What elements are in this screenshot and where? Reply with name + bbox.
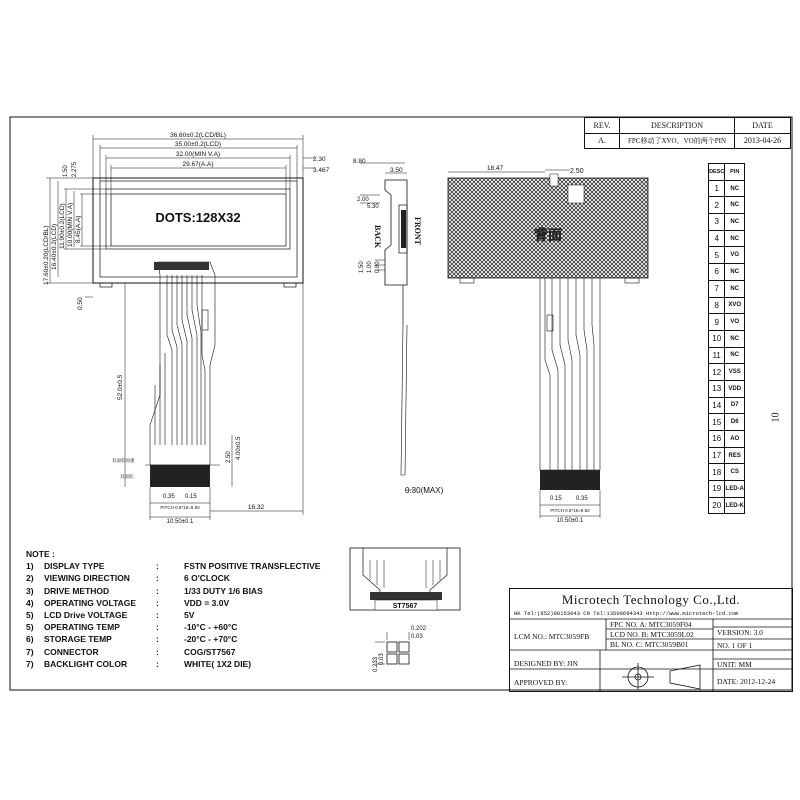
pin-name: D7 — [725, 397, 745, 414]
pitch-label: PITCH 0.5*19=9.50 — [160, 505, 200, 510]
note-number: 7) — [26, 646, 34, 657]
projection-symbol-icon — [622, 663, 700, 690]
dim-left-4: 8.45(A.A) — [75, 215, 82, 243]
rev-value: A. — [585, 133, 620, 149]
side-dim-3: 5.30 — [367, 204, 379, 210]
back-dim-1050: 10.50±0.1 — [556, 518, 584, 524]
notes — [26, 548, 326, 670]
side-dim-5: 1.00 — [367, 261, 373, 273]
pin-number: 20 — [709, 497, 725, 514]
notes-list — [26, 560, 326, 670]
pin-number: 16 — [709, 431, 725, 448]
chip-dim-3: 0.03 — [379, 653, 385, 665]
unit: UNIT: MM — [717, 660, 752, 669]
pin-name: NC — [725, 330, 745, 347]
note-label: CONNECTOR — [44, 646, 99, 657]
note-label: LCD Drive VOLTAGE — [44, 610, 128, 621]
pin-row — [709, 431, 745, 448]
dim-top-2: 32.00(MIN V.A) — [175, 151, 221, 158]
dim-fpc-length: 52.0±0.5 — [117, 374, 124, 400]
note-number: 7) — [26, 658, 34, 669]
dim-left-0: 17.60±0.20(LCD/BL) — [43, 225, 50, 285]
chip-label: ST7567 — [392, 603, 418, 610]
pin-number: 9 — [709, 314, 725, 331]
company-name: Microtech Technology Co.,Ltd. — [561, 592, 741, 607]
pin-name: XVO — [725, 297, 745, 314]
pin-name: VG — [725, 247, 745, 264]
dim-left-1: 16.40±0.2(LCD) — [51, 223, 58, 270]
pin-name: VSS — [725, 364, 745, 381]
pin-number: 10 — [709, 330, 725, 347]
pin-name: RES — [725, 447, 745, 464]
note-number: 3) — [26, 585, 34, 596]
dim-top-1: 35.00±0.2(LCD) — [174, 141, 222, 148]
fpc-cable — [150, 262, 215, 465]
pin-row — [709, 230, 745, 247]
note-colon: : — [156, 658, 159, 669]
pin-row — [709, 180, 745, 197]
chip-dim-2: 0.233 — [373, 656, 379, 672]
note-item — [26, 609, 326, 621]
note-label: OPERATING TEMP — [44, 622, 120, 633]
back-fpc-cable — [540, 278, 600, 470]
description-header: DESCRIPTION — [620, 118, 735, 134]
pin-row — [709, 197, 745, 214]
front-label: FRONT — [413, 217, 422, 245]
pin-number: 6 — [709, 264, 725, 281]
pin-table — [708, 163, 745, 514]
pin-name: LED-K — [725, 497, 745, 514]
pin-name: VDD — [725, 380, 745, 397]
pin-name: VO — [725, 314, 745, 331]
pin-row — [709, 347, 745, 364]
thickness-label: 0.30(MAX) — [405, 486, 444, 495]
pin-row — [709, 481, 745, 498]
note-value: COG/ST7567 — [184, 646, 236, 657]
dim-right-0: 2.30 — [313, 156, 326, 163]
pin-number: 5 — [709, 247, 725, 264]
dim-1050: 10.50±0.1 — [166, 519, 194, 525]
pin-row — [709, 247, 745, 264]
note-value: FSTN POSITIVE TRANSFLECTIVE — [184, 561, 321, 572]
version: VERSION: 3.0 — [717, 628, 763, 637]
dim-top-0: 36.60±0.2(LCD/BL) — [170, 132, 226, 139]
fpc-contacts — [150, 465, 210, 487]
notes-title: NOTE : — [26, 549, 55, 559]
pin-row — [709, 264, 745, 281]
note-number: 1) — [26, 561, 34, 572]
pin-number: 2 — [709, 197, 725, 214]
chip-dim-1: 0.03 — [411, 634, 423, 640]
pin-number: 13 — [709, 380, 725, 397]
pin-row — [709, 380, 745, 397]
date-header: DATE — [735, 118, 791, 134]
note-label: VIEWING DIRECTION — [44, 573, 130, 584]
note-colon: : — [156, 561, 159, 572]
pin-number: 4 — [709, 230, 725, 247]
pin-number: 8 — [709, 297, 725, 314]
note-label: BACKLIGHT COLOR — [44, 658, 128, 669]
margin-number: 10 — [770, 412, 782, 423]
note-colon: : — [156, 573, 159, 584]
display-label: DOTS:128X32 — [155, 210, 241, 225]
pin-name: D6 — [725, 414, 745, 431]
side-dim-6: 0.80 — [375, 261, 381, 273]
back-pitch: PITCH 0.5*19=9.50 — [550, 508, 590, 513]
note-number: 5) — [26, 610, 34, 621]
back-dim-right: 2.50 — [570, 168, 584, 175]
note-item — [26, 621, 326, 633]
back-dim-top: 18.47 — [486, 165, 504, 172]
front-view — [20, 125, 330, 525]
dim-250: 2.50 — [226, 451, 232, 463]
small-label-2: 双面胶 — [120, 474, 134, 479]
note-colon: : — [156, 622, 159, 633]
note-colon: : — [156, 597, 159, 608]
pin-row — [709, 297, 745, 314]
pin-number: 3 — [709, 214, 725, 231]
note-value: WHITE( 1X2 DIE) — [184, 658, 252, 669]
pin-name: CS — [725, 464, 745, 481]
back-dim-015: 0.15 — [550, 496, 562, 502]
pin-name: NC — [725, 280, 745, 297]
note-item — [26, 560, 326, 572]
pin-desc-header: DESC — [709, 164, 725, 181]
note-item — [26, 646, 326, 658]
pin-row — [709, 414, 745, 431]
pin-number: 19 — [709, 481, 725, 498]
side-view — [345, 155, 445, 505]
pin-name: AO — [725, 431, 745, 448]
pin-number: 17 — [709, 447, 725, 464]
side-dim-1: 3.50 — [390, 167, 403, 174]
pin-name: NC — [725, 197, 745, 214]
note-number: 2) — [26, 573, 34, 584]
note-value: VDD = 3.0V — [184, 597, 230, 608]
sheet-number: NO. 1 OF 1 — [717, 641, 753, 650]
dim-top-3: 29.67(A.A) — [182, 161, 214, 168]
dim-015: 0.15 — [185, 494, 197, 500]
approved-by: APPROVED BY: — [514, 678, 568, 687]
pin-name: NC — [725, 230, 745, 247]
pin-row — [709, 364, 745, 381]
pin-row — [709, 397, 745, 414]
pin-row — [709, 280, 745, 297]
note-value: 5V — [184, 610, 195, 621]
designed-by: DESIGNED BY: JIN — [514, 659, 578, 668]
note-item — [26, 597, 326, 609]
note-number: 6) — [26, 634, 34, 645]
pin-number: 15 — [709, 414, 725, 431]
company-contact: HK Tel:(852)98153643 CN Tel:13509694343 Http://www.microtech-lcd.com — [514, 610, 739, 617]
note-value: -10°C - +60°C — [184, 622, 238, 633]
note-item — [26, 633, 326, 645]
lcm-number: LCM NO.: MTC3059FB — [514, 632, 590, 641]
note-value: 6 O'CLOCK — [184, 573, 230, 584]
revision-table — [584, 117, 791, 149]
dim-left-3: 10.00(MIN V.A) — [67, 202, 74, 247]
note-label: OPERATING VOLTAGE — [44, 597, 137, 608]
note-number: 4) — [26, 597, 34, 608]
side-dim-4: 1.50 — [359, 261, 365, 273]
side-dim-0: 8.80 — [353, 158, 366, 165]
bl-number: BL NO. C: MTC3059B01 — [610, 640, 689, 649]
pin-number: 11 — [709, 347, 725, 364]
dim-1632: 16.32 — [247, 504, 265, 511]
pin-name-header: PIN — [725, 164, 745, 181]
fpc-number: FPC NO. A: MTC3059F04 — [610, 620, 692, 629]
pin-row — [709, 330, 745, 347]
back-dim-035: 0.35 — [576, 496, 588, 502]
pin-name: NC — [725, 214, 745, 231]
dim-left-small-0: 1.50 — [63, 165, 69, 177]
dim-right-1: 3.467 — [313, 167, 330, 174]
dim-400: 4.00±0.5 — [236, 436, 242, 460]
pin-rows — [709, 180, 745, 514]
pin-row — [709, 314, 745, 331]
note-label: DISPLAY TYPE — [44, 561, 105, 572]
small-label-1: 双面胶加强 — [112, 458, 135, 463]
note-colon: : — [156, 585, 159, 596]
note-colon: : — [156, 610, 159, 621]
back-view — [440, 160, 615, 524]
date: DATE: 2012-12-24 — [717, 677, 776, 686]
note-value: 1/33 DUTY 1/6 BIAS — [184, 585, 263, 596]
pin-name: NC — [725, 264, 745, 281]
pin-row — [709, 214, 745, 231]
pin-number: 1 — [709, 180, 725, 197]
title-block — [509, 588, 793, 692]
pin-number: 12 — [709, 364, 725, 381]
pin-name: NC — [725, 180, 745, 197]
note-item — [26, 572, 326, 584]
dim-left-small-1: 2.275 — [72, 161, 78, 177]
note-label: DRIVE METHOD — [44, 585, 110, 596]
dim-left-2: 11.90±0.2(LCD) — [59, 203, 66, 249]
note-number: 5) — [26, 622, 34, 633]
chip-dim-0: 0.202 — [411, 626, 427, 632]
dim-035: 0.35 — [163, 494, 175, 500]
lcd-number: LCD NO. B: MTC3059L02 — [610, 630, 694, 639]
date-value: 2013-04-26 — [735, 133, 791, 149]
rev-header: REV. — [585, 118, 620, 134]
back-label: 背面 — [534, 227, 562, 243]
description-value: FPC移动了XVO、VO的两个PIN — [620, 133, 735, 149]
dim-050: 0.50 — [77, 297, 84, 310]
chip-detail — [335, 540, 475, 690]
side-dim-2: 2.00 — [357, 197, 369, 203]
back-label: BACK — [373, 225, 382, 249]
note-label: STORAGE TEMP — [44, 634, 112, 645]
pin-name: NC — [725, 347, 745, 364]
note-value: -20°C - +70°C — [184, 634, 238, 645]
pin-number: 18 — [709, 464, 725, 481]
pin-number: 14 — [709, 397, 725, 414]
note-item — [26, 658, 326, 670]
note-colon: : — [156, 646, 159, 657]
pin-name: LED-A — [725, 481, 745, 498]
pin-row — [709, 497, 745, 514]
note-item — [26, 585, 326, 597]
note-colon: : — [156, 634, 159, 645]
pin-number: 7 — [709, 280, 725, 297]
pin-row — [709, 447, 745, 464]
pin-row — [709, 464, 745, 481]
